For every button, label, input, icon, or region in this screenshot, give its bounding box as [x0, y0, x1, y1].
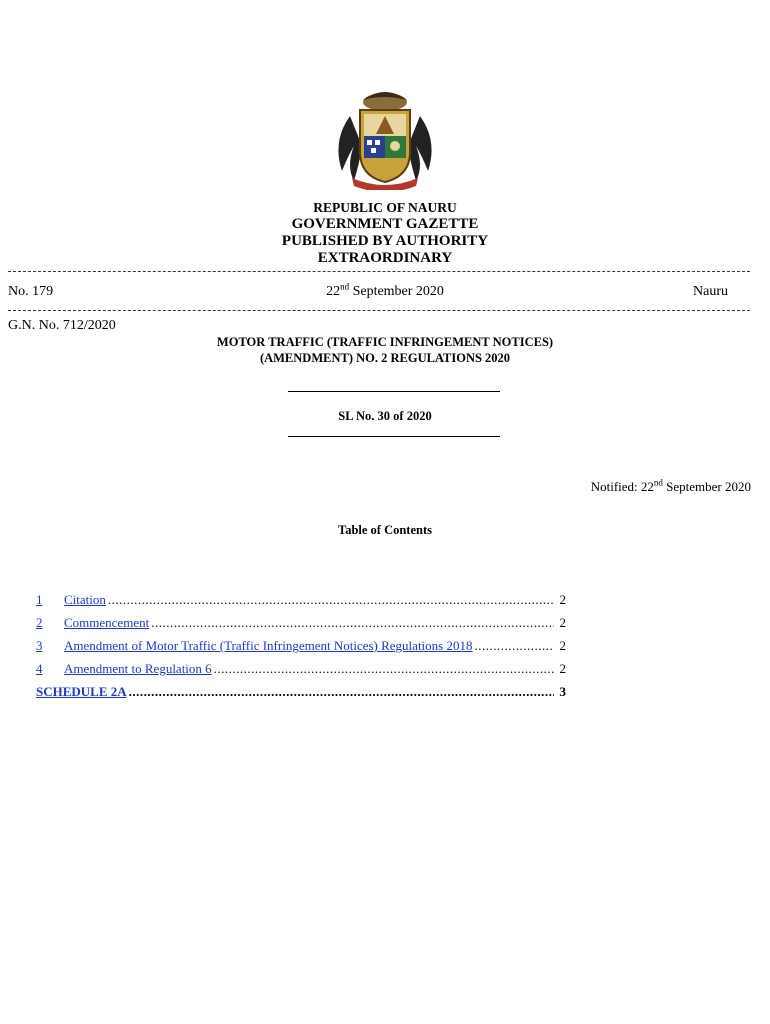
toc-dot-leader: [129, 684, 554, 700]
republic-heading: REPUBLIC OF NAURU: [313, 200, 457, 215]
coat-of-arms-emblem: [330, 86, 440, 190]
gazette-heading-block: [0, 216, 770, 267]
extraordinary-heading: EXTRAORDINARY: [317, 250, 453, 266]
toc-entry-amendment-regulations[interactable]: [36, 638, 566, 661]
toc-page-number: 2: [559, 592, 566, 607]
gazette-heading: GOVERNMENT GAZETTE: [291, 216, 479, 232]
toc-dot-leader: [108, 592, 554, 608]
toc-page-number: 2: [559, 615, 566, 630]
notified-suffix: nd: [653, 477, 663, 488]
toc-dot-leader: [474, 638, 554, 654]
toc-entry-citation[interactable]: [36, 592, 566, 615]
toc-entry-link[interactable]: SCHEDULE 2A: [36, 684, 127, 699]
toc-entry-number[interactable]: 1: [36, 592, 43, 607]
gazette-place: Nauru: [693, 284, 728, 299]
title-rule-top: [288, 391, 500, 392]
title-rule-bottom: [288, 436, 500, 437]
toc-heading: Table of Contents: [338, 523, 432, 537]
toc-entry-link[interactable]: Amendment of Motor Traffic (Traffic Infringement Notices) Regulations 2018: [64, 638, 473, 653]
toc-page-number: 3: [559, 684, 566, 699]
toc-entry-link[interactable]: Commencement: [64, 615, 150, 630]
notified-rest: September 2020: [662, 479, 751, 494]
toc-entry-link[interactable]: Citation: [64, 592, 106, 607]
date-day: 22: [326, 284, 341, 299]
date-rest: September 2020: [349, 284, 444, 299]
title-line-1: MOTOR TRAFFIC (TRAFFIC INFRINGEMENT NOTICES): [216, 335, 554, 349]
published-heading: PUBLISHED BY AUTHORITY: [281, 233, 489, 249]
regulation-title: [0, 334, 770, 366]
gazette-date: [300, 281, 470, 300]
gazette-number: No. 179: [8, 284, 54, 299]
table-of-contents: [36, 592, 566, 707]
date-suffix: nd: [340, 281, 350, 292]
sl-number: SL No. 30 of 2020: [338, 409, 432, 423]
toc-entry-link[interactable]: Amendment to Regulation 6: [64, 661, 212, 676]
dashed-divider-top: [8, 271, 750, 272]
toc-page-number: 2: [559, 638, 566, 653]
toc-entry-amendment-regulation-6[interactable]: [36, 661, 566, 684]
toc-entry-number[interactable]: 4: [36, 661, 43, 676]
toc-entry-commencement[interactable]: [36, 615, 566, 638]
toc-dot-leader: [214, 661, 554, 677]
toc-entry-number[interactable]: 3: [36, 638, 43, 653]
gn-number: G.N. No. 712/2020: [8, 318, 116, 333]
notified-date: [591, 479, 751, 495]
toc-dot-leader: [151, 615, 554, 631]
toc-entry-number[interactable]: 2: [36, 615, 43, 630]
title-line-2: (AMENDMENT) NO. 2 REGULATIONS 2020: [259, 351, 511, 365]
dashed-divider-bottom: [8, 310, 750, 311]
toc-entry-schedule-2a[interactable]: [36, 684, 566, 707]
toc-page-number: 2: [559, 661, 566, 676]
notified-prefix: Notified: 22: [590, 479, 654, 494]
